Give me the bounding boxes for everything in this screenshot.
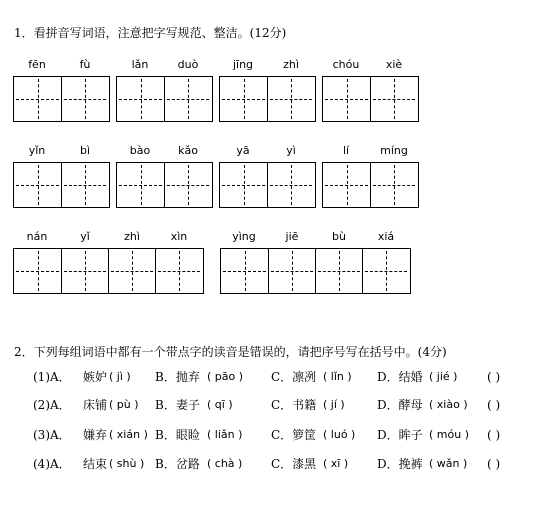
question-2-title: 2．下列每组词语中都有一个带点字的读音是错误的，请把序号写在括号中。(4分) [14, 345, 447, 359]
option-c: C．凛冽 [271, 370, 317, 384]
writing-boxes[interactable] [322, 162, 419, 208]
option-a-pinyin: ( shù ) [109, 457, 145, 470]
writing-boxes[interactable] [322, 76, 419, 122]
writing-boxes[interactable] [13, 248, 204, 294]
word-group [322, 144, 419, 208]
option-d-pinyin: ( xiào ) [429, 398, 468, 411]
answer-blank[interactable]: ( ) [487, 370, 501, 384]
pinyin-label: fēn [28, 58, 46, 71]
writing-boxes[interactable] [219, 76, 316, 122]
option-b-pinyin: ( chà ) [207, 457, 243, 470]
option-d: D．挽裤 [377, 457, 423, 471]
choice-row [33, 368, 533, 386]
item-number: (4)A． [33, 457, 71, 471]
pinyin-label: bào [129, 144, 151, 157]
option-a: 嫌弃 [83, 428, 108, 442]
word-group [219, 144, 316, 208]
option-d-pinyin: ( jié ) [429, 370, 458, 383]
pinyin-label: yǐn [28, 144, 46, 157]
choice-row [33, 396, 533, 414]
word-group [13, 58, 110, 122]
word-group [116, 144, 213, 208]
word-group [219, 58, 316, 122]
pinyin-label: yǐ [80, 230, 90, 243]
word-group [116, 58, 213, 122]
option-d-pinyin: ( wǎn ) [429, 457, 468, 470]
option-d: D．酵母 [377, 398, 423, 412]
writing-boxes[interactable] [13, 76, 110, 122]
writing-boxes[interactable] [116, 76, 213, 122]
option-c-pinyin: ( luó ) [323, 428, 356, 441]
option-d: D．眸子 [377, 428, 423, 442]
option-b-pinyin: ( pāo ) [207, 370, 244, 383]
option-d-pinyin: ( móu ) [429, 428, 469, 441]
choice-row [33, 426, 533, 444]
option-a: 床铺 [83, 398, 108, 412]
item-number: (2)A． [33, 398, 71, 412]
pinyin-label: yā [236, 144, 250, 157]
pinyin-label: yìng [232, 230, 256, 243]
pinyin-label: duò [177, 58, 199, 71]
option-a-pinyin: ( xián ) [109, 428, 148, 441]
pinyin-label: lí [342, 144, 350, 157]
option-a: 嫉妒 [83, 370, 108, 384]
pinyin-label: xiè [385, 58, 403, 71]
pinyin-label: lǎn [131, 58, 149, 71]
writing-boxes[interactable] [219, 162, 316, 208]
item-number: (3)A． [33, 428, 71, 442]
pinyin-label: jiē [285, 230, 299, 243]
option-a-pinyin: ( jì ) [109, 370, 131, 383]
pinyin-label: jīng [232, 58, 254, 71]
option-c-pinyin: ( jí ) [323, 398, 345, 411]
writing-boxes[interactable] [13, 162, 110, 208]
option-b: B．岔路 [155, 457, 200, 471]
option-c: C．漆黑 [271, 457, 317, 471]
option-b: B．抛弃 [155, 370, 200, 384]
answer-blank[interactable]: ( ) [487, 428, 501, 442]
writing-boxes[interactable] [116, 162, 213, 208]
option-c-pinyin: ( xī ) [323, 457, 349, 470]
option-b: B．妻子 [155, 398, 200, 412]
option-c: C．箩筐 [271, 428, 317, 442]
item-number: (1)A． [33, 370, 71, 384]
option-c: C．书籍 [271, 398, 317, 412]
question-1-title: 1．看拼音写词语，注意把字写规范、整洁。(12分) [14, 26, 287, 40]
pinyin-label: zhì [124, 230, 140, 243]
pinyin-label: bù [332, 230, 346, 243]
option-a: 结束 [83, 457, 108, 471]
pinyin-label: kǎo [178, 144, 198, 157]
answer-blank[interactable]: ( ) [487, 457, 501, 471]
choice-row [33, 455, 533, 473]
pinyin-label: xìn [170, 230, 188, 243]
writing-boxes[interactable] [220, 248, 411, 294]
pinyin-label: fù [79, 58, 91, 71]
pinyin-label: míng [380, 144, 408, 157]
option-d: D．结婚 [377, 370, 423, 384]
option-b-pinyin: ( liǎn ) [207, 428, 243, 441]
pinyin-label: nán [26, 230, 48, 243]
option-b: B．眼睑 [155, 428, 200, 442]
pinyin-label: chóu [332, 58, 360, 71]
word-group [220, 230, 411, 294]
option-c-pinyin: ( lǐn ) [323, 370, 352, 383]
pinyin-label: zhì [283, 58, 299, 71]
answer-blank[interactable]: ( ) [487, 398, 501, 412]
word-group [322, 58, 419, 122]
pinyin-label: xiá [377, 230, 395, 243]
option-a-pinyin: ( pù ) [109, 398, 139, 411]
pinyin-label: bì [79, 144, 91, 157]
word-group [13, 230, 204, 294]
pinyin-label: yì [286, 144, 296, 157]
option-b-pinyin: ( qī ) [207, 398, 233, 411]
word-group [13, 144, 110, 208]
